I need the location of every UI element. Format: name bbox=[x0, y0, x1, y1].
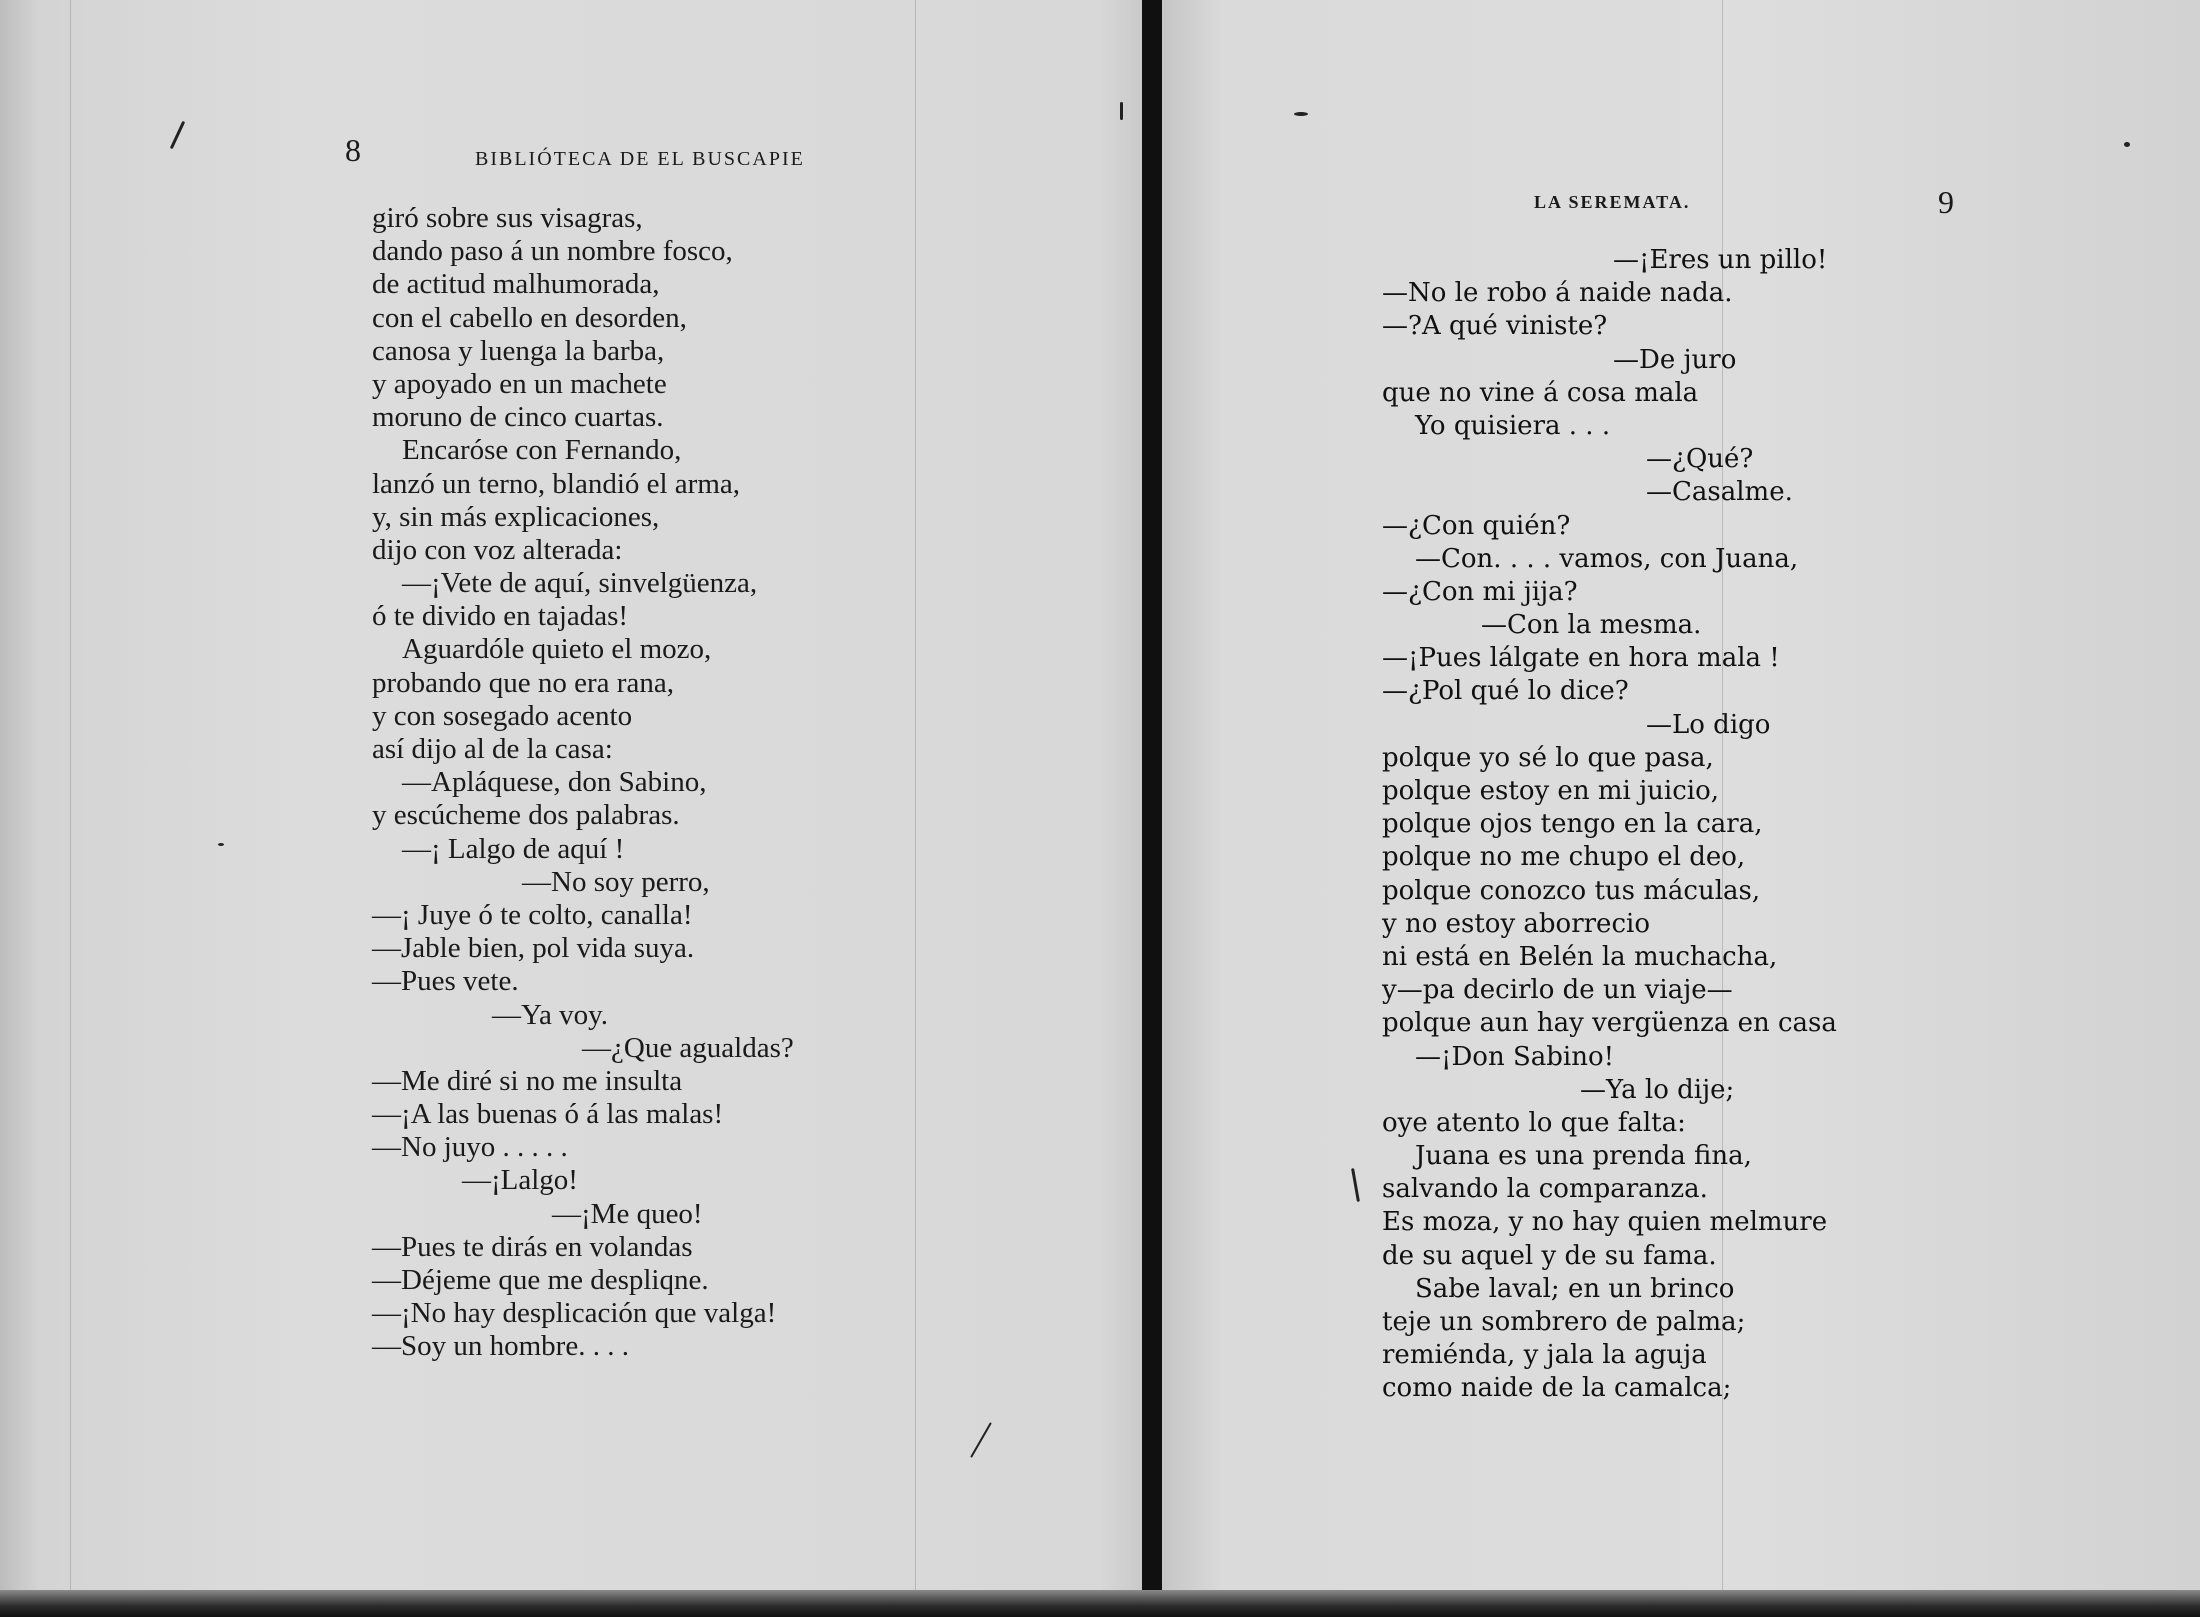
verse-line: —Apláquese, don Sabino, bbox=[402, 766, 707, 799]
verse-line: dando paso á un nombre fosco, bbox=[372, 235, 733, 268]
verse-line: Aguardóle quieto el mozo, bbox=[402, 633, 712, 666]
verse-line: de actitud malhumorada, bbox=[372, 268, 660, 301]
verse-line: polque yo sé lo que pasa, bbox=[1382, 742, 1714, 773]
scan-mark bbox=[1294, 112, 1308, 116]
verse-line: —¡No hay desplicación que valga! bbox=[372, 1297, 777, 1330]
verse-line: moruno de cinco cuartas. bbox=[372, 401, 664, 434]
verse-line: remiénda, y jala la aguja bbox=[1382, 1340, 1707, 1371]
right-verse-block bbox=[1382, 244, 1837, 1406]
verse-line: ó te divido en tajadas! bbox=[372, 600, 629, 633]
verse-line: dijo con voz alterada: bbox=[372, 533, 623, 566]
verse-line: —¿Pol qué lo dice? bbox=[1382, 676, 1629, 707]
verse-line: polque conozco tus máculas, bbox=[1382, 875, 1761, 906]
verse-line: —Jable bien, pol vida suya. bbox=[372, 932, 695, 965]
left-running-head: BIBLIÓTECA DE EL BUSCAPIE bbox=[475, 148, 805, 170]
verse-line: —Lo digo bbox=[1646, 709, 1771, 740]
page-edge-line bbox=[70, 0, 71, 1617]
verse-line: como naide de la camalca; bbox=[1382, 1373, 1732, 1404]
verse-line: —No soy perro, bbox=[522, 865, 710, 898]
verse-line: —¡Vete de aquí, sinvelgüenza, bbox=[402, 567, 758, 600]
verse-line: así dijo al de la casa: bbox=[372, 733, 613, 765]
scan-mark bbox=[1120, 102, 1123, 120]
verse-line: ni está en Belén la muchacha, bbox=[1382, 941, 1778, 972]
verse-line: —De juro bbox=[1613, 344, 1737, 375]
scan-bottom-edge bbox=[0, 1590, 2200, 1617]
verse-line: teje un sombrero de palma; bbox=[1382, 1307, 1746, 1337]
verse-line: Sabe laval; en un brinco bbox=[1415, 1273, 1735, 1304]
verse-line: y, sin más explicaciones, bbox=[372, 500, 660, 533]
scan-mark bbox=[2124, 142, 2130, 147]
verse-line: —Con. . . . vamos, con Juana, bbox=[1415, 543, 1799, 574]
verse-line: probando que no era rana, bbox=[372, 666, 674, 699]
verse-line: —¿Con quién? bbox=[1382, 510, 1571, 541]
verse-line: —¡ Lalgo de aquí ! bbox=[402, 832, 625, 865]
verse-line: Es moza, y no hay quien melmure bbox=[1382, 1207, 1828, 1238]
verse-line: polque aun hay vergüenza en casa bbox=[1382, 1008, 1837, 1039]
verse-line: —¡Eres un pillo! bbox=[1613, 245, 1828, 275]
book-gutter bbox=[1142, 0, 1162, 1617]
verse-line: Juana es una prenda fina, bbox=[1415, 1141, 1752, 1172]
verse-line: y con sosegado acento bbox=[372, 699, 633, 732]
verse-line: —Casalme. bbox=[1646, 477, 1793, 508]
verse-line: polque no me chupo el deo, bbox=[1382, 842, 1746, 873]
verse-line: polque ojos tengo en la cara, bbox=[1382, 809, 1763, 840]
verse-line: —¡A las buenas ó á las malas! bbox=[372, 1098, 724, 1131]
verse-line: de su aquel y de su fama. bbox=[1382, 1240, 1717, 1271]
verse-line: y no estoy aborrecio bbox=[1382, 908, 1650, 939]
verse-line: giró sobre sus visagras, bbox=[372, 202, 643, 234]
verse-line: —Déjeme que me despliqne. bbox=[372, 1264, 709, 1296]
verse-line: salvando la comparanza. bbox=[1382, 1174, 1708, 1205]
left-verse-block bbox=[372, 202, 794, 1364]
right-page bbox=[1162, 0, 2200, 1617]
right-folio: 9 bbox=[1938, 184, 1954, 220]
left-folio: 8 bbox=[345, 132, 361, 168]
verse-line: polque estoy en mi juicio, bbox=[1382, 776, 1719, 806]
verse-line: —¿Con mi jija? bbox=[1382, 576, 1578, 607]
verse-line: —Pues te dirás en volandas bbox=[372, 1230, 693, 1263]
verse-line: —¡Me queo! bbox=[552, 1197, 703, 1230]
verse-line: —Soy un hombre. . . . bbox=[372, 1330, 629, 1363]
verse-line: lanzó un terno, blandió el arma, bbox=[372, 467, 741, 500]
verse-line: —¡Pues lálgate en hora mala ! bbox=[1382, 643, 1780, 674]
scan-mark bbox=[218, 843, 224, 846]
verse-line: —¡Don Sabino! bbox=[1415, 1041, 1615, 1072]
verse-line: Yo quisiera . . . bbox=[1415, 410, 1611, 441]
verse-line: —¿Qué? bbox=[1646, 444, 1754, 475]
verse-line: —¿Que agualdas? bbox=[582, 1031, 794, 1064]
verse-line: —¡ Juye ó te colto, canalla! bbox=[372, 898, 693, 931]
verse-line: —Me diré si no me insulta bbox=[372, 1064, 683, 1097]
verse-line: —Con la mesma. bbox=[1481, 610, 1702, 641]
verse-line: —¡Lalgo! bbox=[462, 1164, 578, 1197]
verse-line: y—pa decirlo de un viaje— bbox=[1382, 975, 1733, 1006]
verse-line: —No le robo á naide nada. bbox=[1382, 278, 1733, 309]
verse-line: —No juyo . . . . . bbox=[372, 1131, 568, 1164]
verse-line: —Ya lo dije; bbox=[1580, 1074, 1735, 1105]
verse-line: y escúcheme dos palabras. bbox=[372, 799, 680, 832]
verse-line: y apoyado en un machete bbox=[372, 367, 667, 400]
verse-line: —?A qué viniste? bbox=[1382, 311, 1608, 342]
verse-line: canosa y luenga la barba, bbox=[372, 334, 665, 367]
verse-line: Encaróse con Fernando, bbox=[402, 434, 682, 467]
verse-line: que no vine á cosa mala bbox=[1382, 377, 1699, 408]
verse-line: —Pues vete. bbox=[372, 965, 519, 998]
crease-line bbox=[915, 0, 916, 1617]
verse-line: oye atento lo que falta: bbox=[1382, 1107, 1686, 1138]
right-running-head: LA SEREMATA. bbox=[1534, 192, 1691, 212]
verse-line: con el cabello en desorden, bbox=[372, 301, 687, 334]
verse-line: —Ya voy. bbox=[492, 998, 609, 1031]
